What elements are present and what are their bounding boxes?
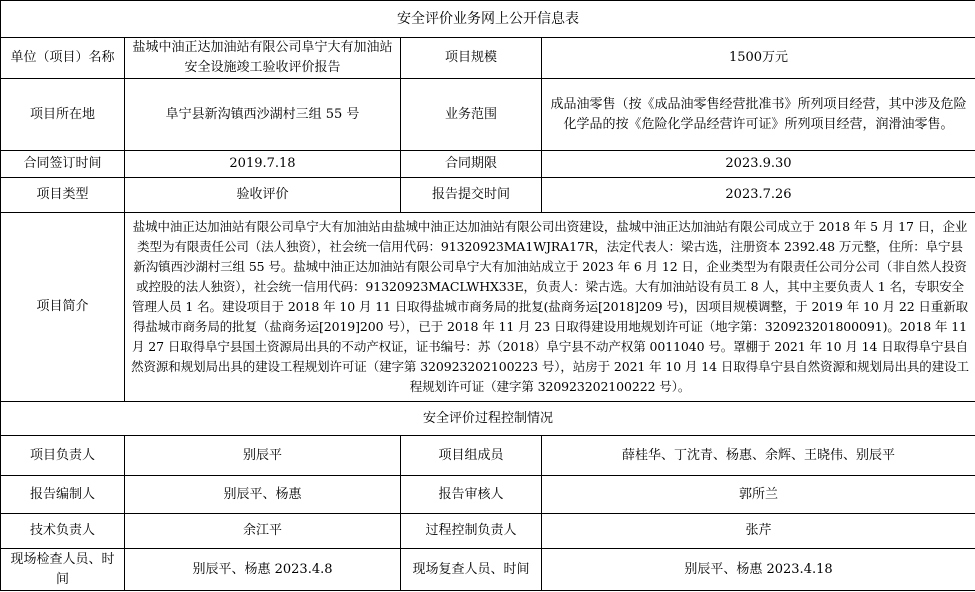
contract-signing-time-label: 合同签订时间 <box>1 151 125 178</box>
project-scale-label: 项目规模 <box>401 38 542 79</box>
process-control-title: 安全评价过程控制情况 <box>1 402 975 436</box>
project-intro-label: 项目简介 <box>1 213 125 402</box>
report-reviewer-value: 郭所兰 <box>542 476 975 514</box>
business-scope-label: 业务范围 <box>401 79 542 151</box>
process-control-lead-label: 过程控制负责人 <box>401 514 542 549</box>
project-scale-value: 1500万元 <box>542 38 975 79</box>
report-reviewer-label: 报告审核人 <box>401 476 542 514</box>
contract-term-label: 合同期限 <box>401 151 542 178</box>
project-leader-value: 别辰平 <box>125 436 401 476</box>
project-location-value: 阜宁县新沟镇西沙湖村三组 55 号 <box>125 79 401 151</box>
site-reinspection-value: 别辰平、杨惠 2023.4.18 <box>542 549 975 591</box>
project-type-label: 项目类型 <box>1 178 125 213</box>
business-scope-value: 成品油零售（按《成品油零售经营批准书》所列项目经营，其中涉及危险化学品的按《危险化学品经营许可证》所列项目经营，润滑油零售。 <box>542 79 975 151</box>
site-inspection-label: 现场检查人员、时间 <box>1 549 125 591</box>
unit-name-value: 盐城中油正达加油站有限公司阜宁大有加油站安全设施竣工验收评价报告 <box>125 38 401 79</box>
report-submit-time-label: 报告提交时间 <box>401 178 542 213</box>
report-submit-time-value: 2023.7.26 <box>542 178 975 213</box>
table-title: 安全评价业务网上公开信息表 <box>1 1 975 38</box>
project-location-label: 项目所在地 <box>1 79 125 151</box>
report-author-value: 别辰平、杨惠 <box>125 476 401 514</box>
project-leader-label: 项目负责人 <box>1 436 125 476</box>
technical-lead-value: 余江平 <box>125 514 401 549</box>
technical-lead-label: 技术负责人 <box>1 514 125 549</box>
project-intro-value: 盐城中油正达加油站有限公司阜宁大有加油站由盐城中油正达加油站有限公司出资建设，盐城中油正达加油站有限公司成立于 2018 年 5 月 17 日，企业类型为有限责任公司（法人独资），社会统一信用代码：91320923MA1WJRA17R，法定代表人：梁古选，注册资本 2392.48 万元整，住所：阜宁县新沟镇西沙湖村三组 55 号。盐城中油正达加油站有限公司阜宁大有加油站成立于 2023 年 6 月 12 日，企业类型为有限责任公司分公司（非自然人投资或控股的法人独资），社会统一信用代码：91320923MACLWHX33E，负责人：梁古选。大有加油站设有员工 8 人，其中主要负责人 1 名，专职安全管理人员 1 名。建设项目于 2018 年 10 月 11 日取得盐城市商务局的批复(盐商务运[2018]209 号)，因项目规模调整，于 2019 年 10 月 22 日重新取得盐城市商务局的批复（盐商务运[2019]200 号），已于 2018 年 11 月 23 日取得建设用地规划许可证（地字第：320923201800091)。2018 年 11 月 27 日取得阜宁县国土资源局出具的不动产权证，证书编号：苏（2018）阜宁县不动产权第 0011040 号。罩棚于 2021 年 10 月 14 日取得阜宁县自然资源和规划局出具的建设工程规划许可证（建字第 320923202100223 号），站房于 2021 年 10 月 14 日取得阜宁县自然资源和规划局出具的建设工程规划许可证（建字第 320923202100222 号）。 <box>125 213 975 402</box>
team-members-value: 薛桂华、丁沈青、杨惠、余辉、王晓伟、别辰平 <box>542 436 975 476</box>
contract-signing-time-value: 2019.7.18 <box>125 151 401 178</box>
unit-name-label: 单位（项目）名称 <box>1 38 125 79</box>
report-author-label: 报告编制人 <box>1 476 125 514</box>
site-reinspection-label: 现场复查人员、时间 <box>401 549 542 591</box>
team-members-label: 项目组成员 <box>401 436 542 476</box>
contract-term-value: 2023.9.30 <box>542 151 975 178</box>
site-inspection-value: 别辰平、杨惠 2023.4.8 <box>125 549 401 591</box>
project-type-value: 验收评价 <box>125 178 401 213</box>
process-control-lead-value: 张芹 <box>542 514 975 549</box>
